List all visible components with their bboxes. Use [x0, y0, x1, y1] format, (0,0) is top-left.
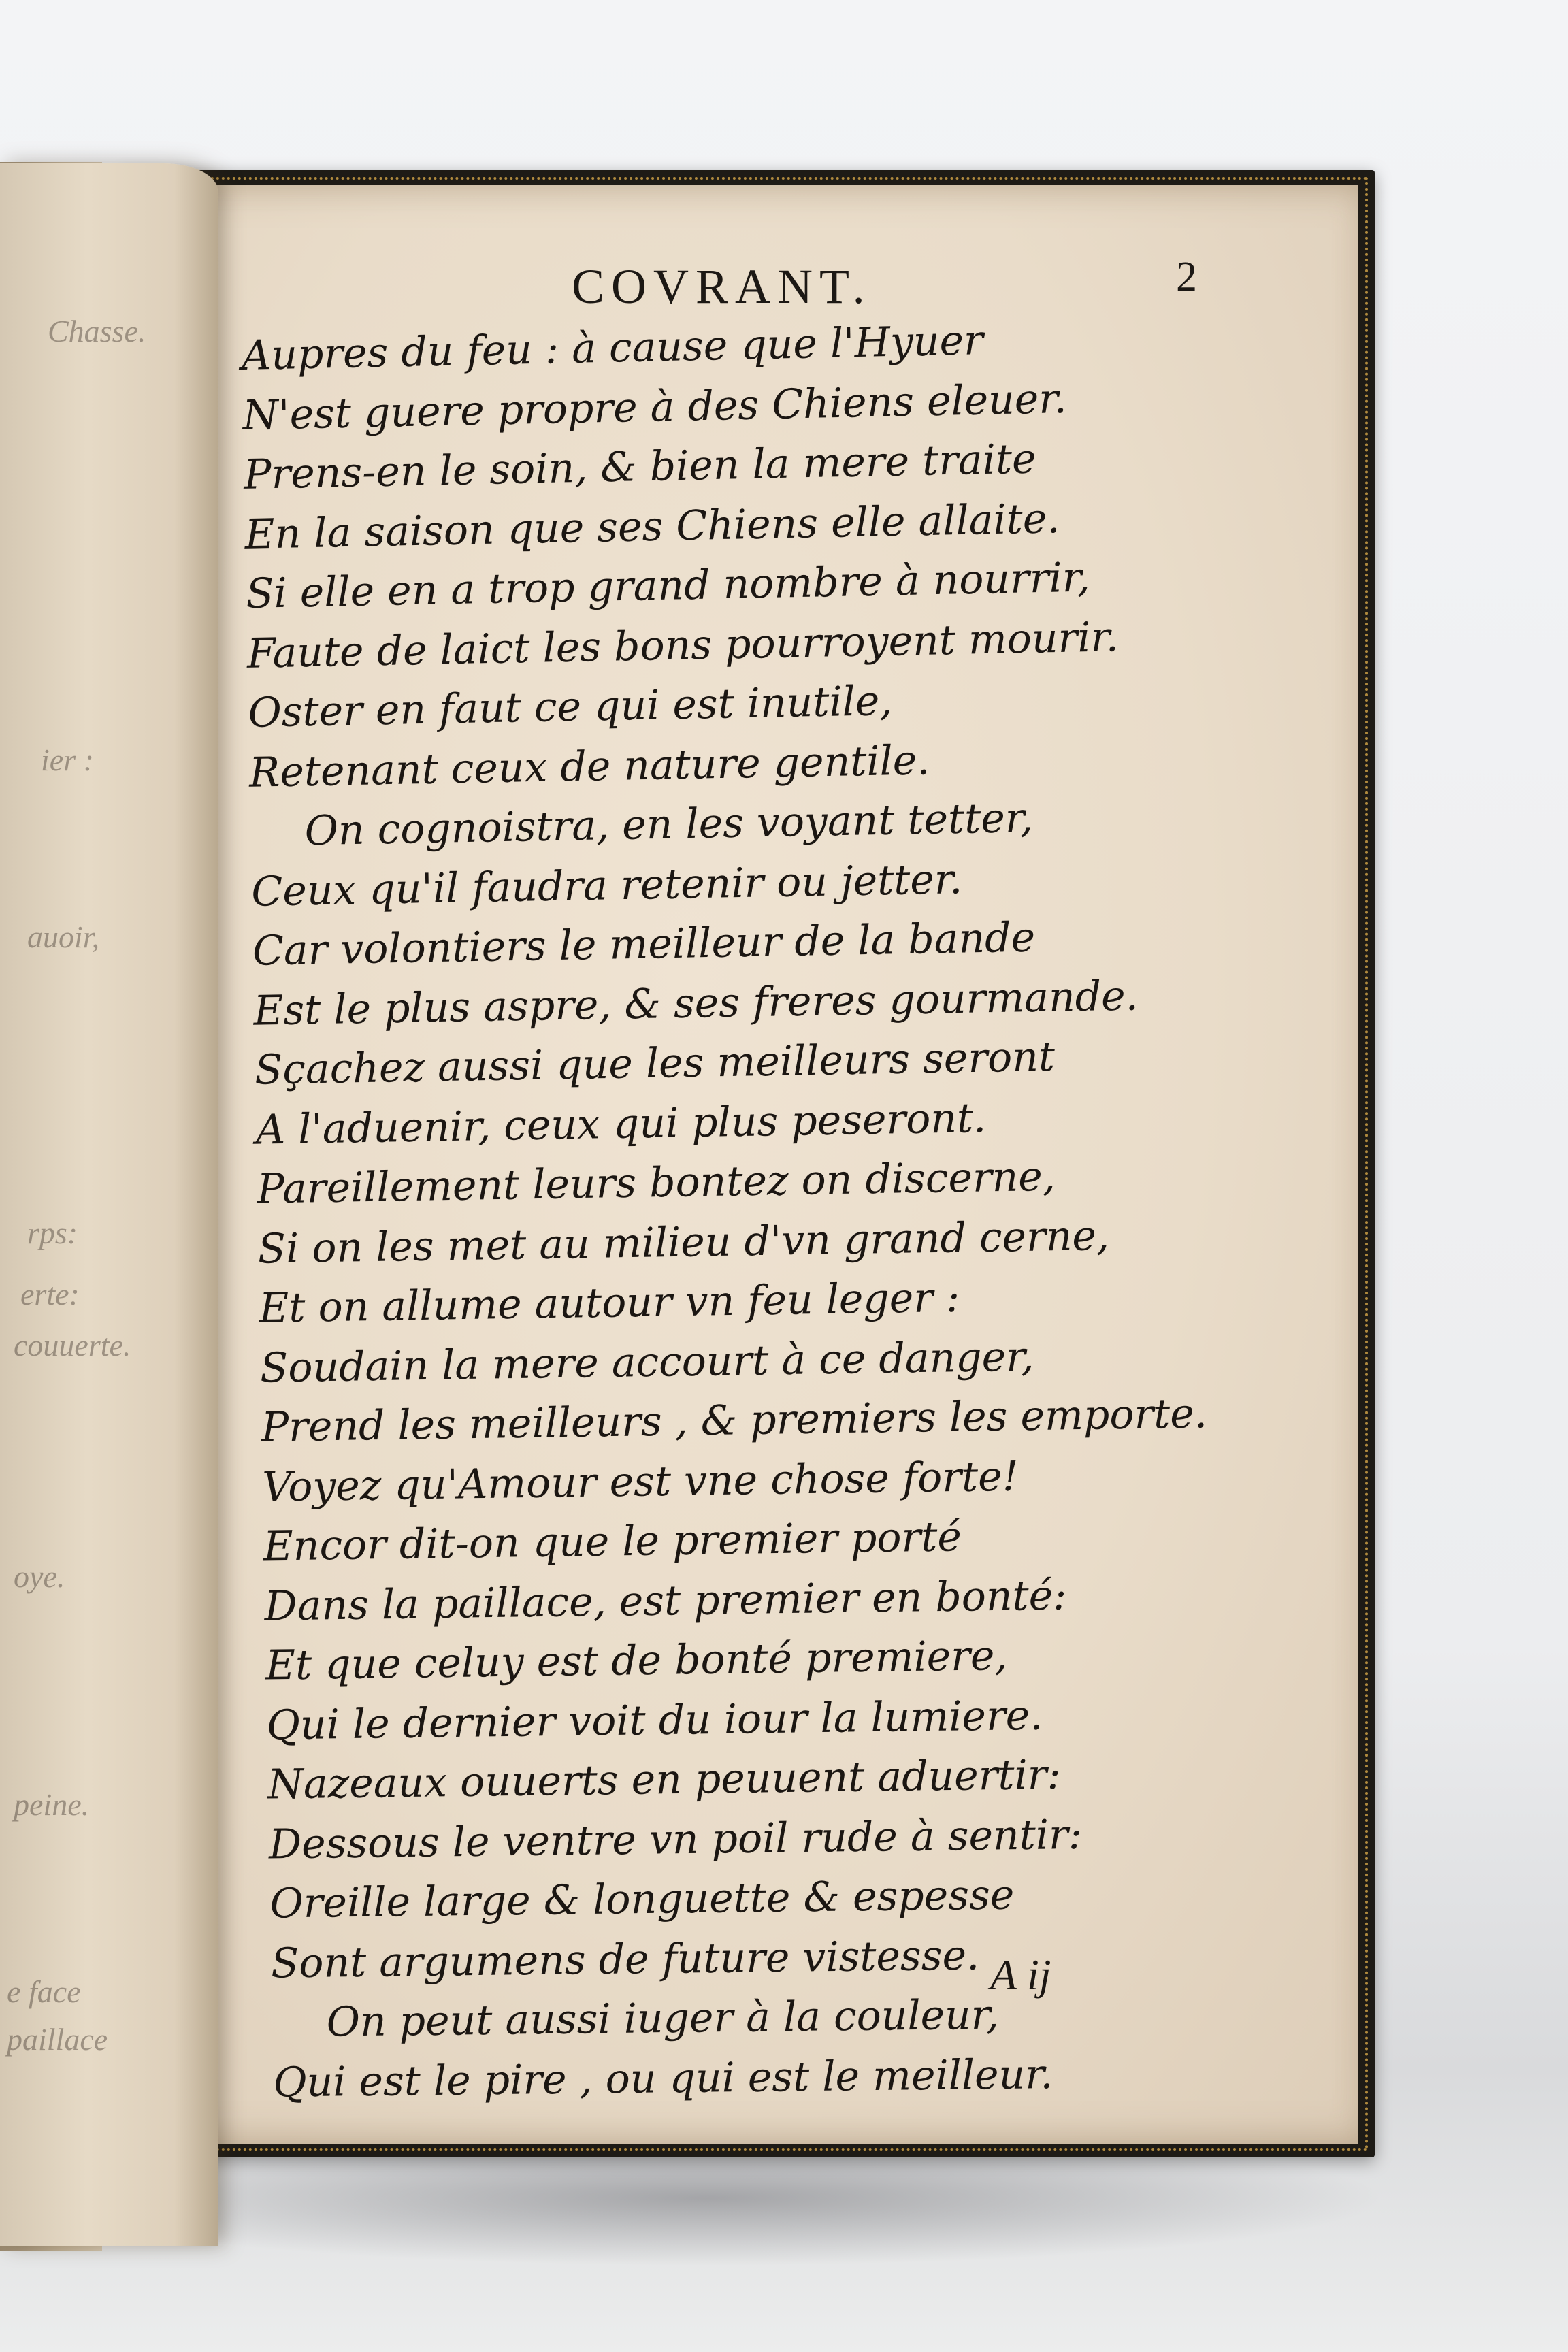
verse-line: Ceux qu'il faudra retenir ou jetter. — [250, 855, 963, 916]
left-page-fragment: auoir, — [27, 919, 100, 954]
verse-line: Car volontiers le meilleur de la bande — [252, 913, 1036, 975]
verse-line: Pareillement leurs bontez on discerne, — [256, 1152, 1056, 1213]
running-title: COVRANT. — [572, 259, 872, 314]
verse-line: Est le plus aspre, & ses freres gourmande. — [252, 971, 1139, 1035]
verse-line: Dans la paillace, est premier en bonté: — [264, 1571, 1067, 1631]
verse-line: Nazeaux ouuerts en peuuent aduertir: — [267, 1750, 1061, 1809]
verse-line: Si on les met au milieu d'vn grand cerne, — [257, 1211, 1110, 1273]
verse-line: Oster en faut ce qui est inutile, — [247, 676, 893, 737]
verse-line: Et on allume autour vn feu leger : — [259, 1273, 960, 1333]
left-page-fragment: paillace — [7, 2022, 108, 2057]
left-page-fragment: rps: — [27, 1215, 78, 1250]
left-page-fragment: Chasse. — [48, 314, 146, 348]
verse-line: Si elle en a trop grand nombre à nourrir, — [245, 553, 1091, 618]
verse-line: Dessous le ventre vn poil rude à sentir: — [268, 1810, 1083, 1869]
left-page-fragment: peine. — [14, 1787, 90, 1822]
verse-line: Oreille large & longuette & espesse — [270, 1871, 1015, 1928]
verse-line: Prens-en le soin, & bien la mere traite — [243, 435, 1037, 499]
verse-line: On peut aussi iuger à la couleur, — [326, 1991, 1000, 2046]
verse-line: Sçachez aussi que les meilleurs seront — [254, 1032, 1056, 1094]
verse-line: Et que celuy est de bonté premiere, — [265, 1632, 1008, 1690]
left-page-fragment: e face — [7, 1974, 81, 2009]
verse-line: A l'aduenir, ceux qui plus peseront. — [255, 1094, 987, 1154]
left-page-fragment: erte: — [20, 1277, 80, 1311]
verse-line: Retenant ceux de nature gentile. — [248, 736, 930, 797]
verse-line: N'est guere propre à des Chiens eleuer. — [242, 374, 1068, 440]
verse-line: Faute de laict les bons pourroyent mourir. — [246, 612, 1120, 678]
verse-line: Aupres du feu : à cause que l'Hyuer — [241, 316, 984, 380]
verse-line: En la saison que ses Chiens elle allaite. — [244, 494, 1060, 559]
verse-line: Sont argumens de future vistesse. — [270, 1931, 980, 1988]
left-page-fragment: ier : — [41, 742, 94, 777]
left-page-fragment: oye. — [14, 1559, 65, 1594]
verse-line: Soudain la mere accourt à ce danger, — [259, 1333, 1034, 1392]
verse-line: Prend les meilleurs , & premiers les emporte. — [261, 1390, 1208, 1452]
left-page — [0, 163, 218, 2246]
signature-mark: A ij — [990, 1950, 1051, 1999]
verse-line: On cognoistra, en les voyant tetter, — [304, 794, 1034, 855]
verse-line: Qui est le pire , ou qui est le meilleur. — [273, 2050, 1054, 2106]
page-number: 2 — [1176, 254, 1197, 300]
verse-line: Qui le dernier voit du iour la lumiere. — [266, 1691, 1043, 1750]
verse-line: Voyez qu'Amour est vne chose forte! — [261, 1452, 1019, 1512]
left-page-fragment: couuerte. — [14, 1328, 131, 1362]
verse-block — [241, 316, 1330, 2113]
verse-line: Encor dit-on que le premier porté — [263, 1513, 962, 1571]
